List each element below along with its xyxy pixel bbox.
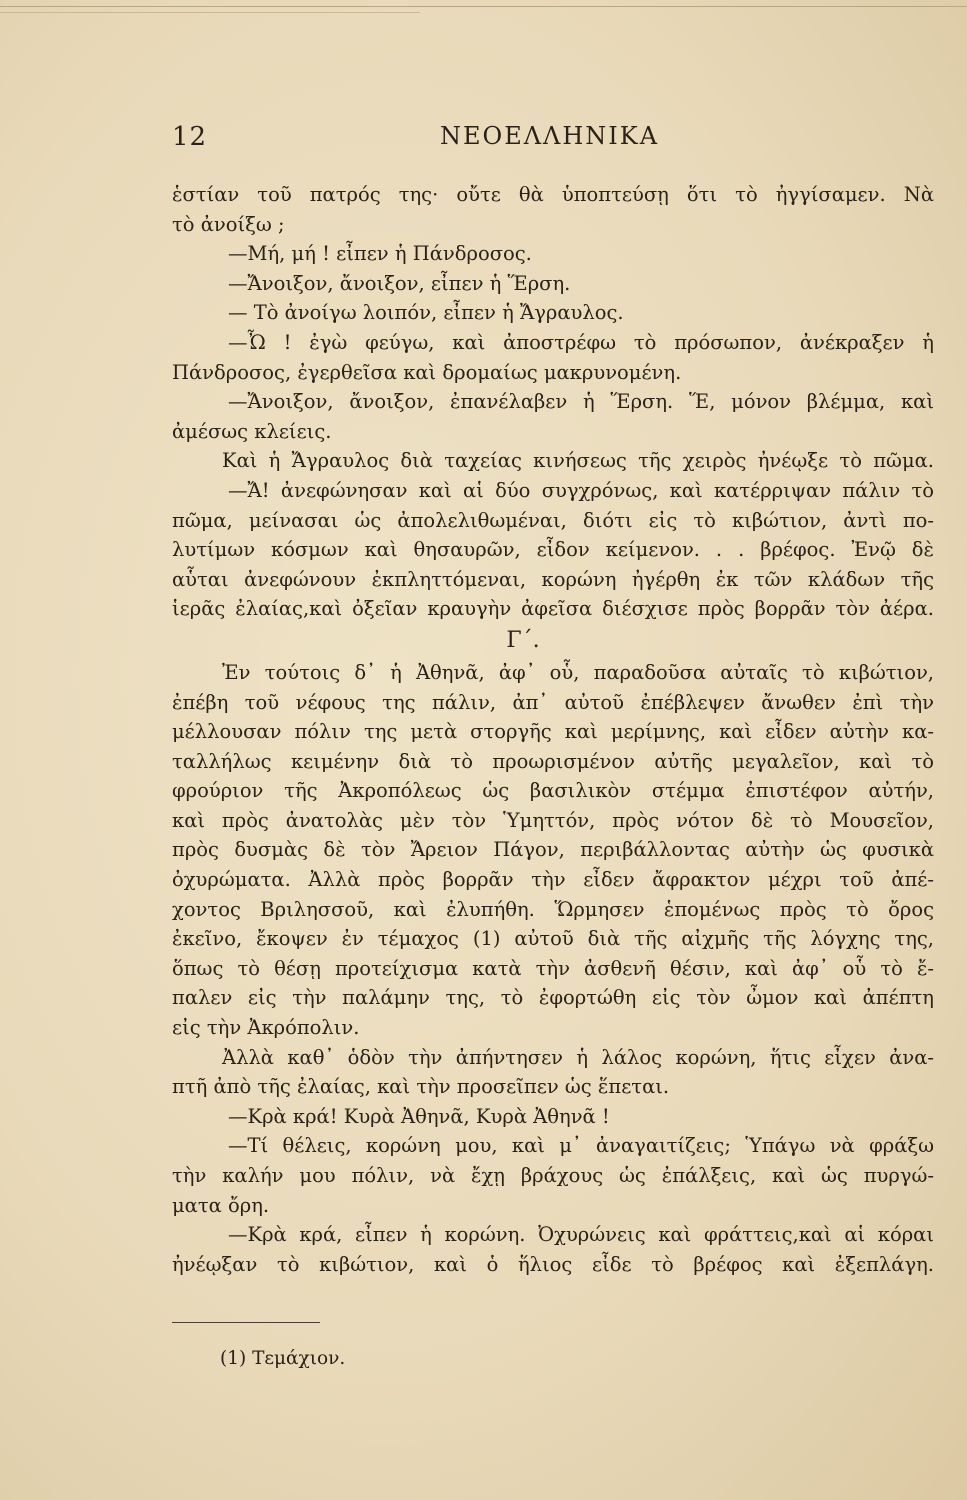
text-line: πῶμα, μείνασαι ὡς ἀπολελιθωμέναι, διότι εἰς τὸ κιβώτιον, ἀντὶ πο- bbox=[172, 508, 934, 532]
text-line: φρούριον τῆς Ἀκροπόλεως ὡς βασιλικὸν στέμμα ἐπιστέφον αὐτήν, bbox=[172, 779, 934, 803]
text-line: χοντος Βριλησσοῦ, καὶ ἐλυπήθη. Ὥρμησεν ἑπομένως πρὸς τὸ ὄρος bbox=[172, 897, 934, 921]
section-heading: Γ΄. bbox=[506, 627, 540, 653]
text-line: πτῆ ἀπὸ τῆς ἐλαίας, καὶ τὴν προσεῖπεν ὡς ἕπεται. bbox=[172, 1075, 670, 1099]
text-line: Ἐν τούτοις δ᾽ ἡ Ἀθηνᾶ, ἀφ᾽ οὗ, παραδοῦσα αὐταῖς τὸ κιβώτιον, bbox=[222, 660, 934, 684]
text-line: Ἀλλὰ καθ᾽ ὁδὸν τὴν ἀπήντησεν ἡ λάλος κορώνη, ἥτις εἶχεν ἀνα- bbox=[222, 1045, 934, 1069]
footnote-rule bbox=[172, 1322, 320, 1323]
page-number: 12 bbox=[172, 122, 208, 152]
text-line: —Ἄ! ἀνεφώνησαν καὶ αἱ δύο συγχρόνως, καὶ κατέρριψαν πάλιν τὸ bbox=[228, 478, 934, 502]
text-line: —Κρὰ κρά! Κυρὰ Ἀθηνᾶ, Κυρὰ Ἀθηνᾶ ! bbox=[228, 1104, 610, 1128]
text-line: Πάνδροσος, ἐγερθεῖσα καὶ δρομαίως μακρυνομένη. bbox=[172, 360, 682, 384]
top-edge-rule bbox=[0, 6, 967, 7]
text-line: ὀχυρώματα. Ἀλλὰ πρὸς βορρᾶν τὴν εἶδεν ἄφρακτον μέχρι τοῦ ἀπέ- bbox=[172, 868, 934, 892]
text-line: καὶ πρὸς ἀνατολὰς μὲν τὸν Ὑμηττόν, πρὸς νότον δὲ τὸ Μουσεῖον, bbox=[172, 808, 934, 832]
text-line: ἀμέσως κλείεις. bbox=[172, 419, 332, 443]
text-line: ἱερᾶς ἐλαίας,καὶ ὀξεῖαν κραυγὴν ἀφεῖσα διέσχισε πρὸς βορρᾶν τὸν ἀέρα. bbox=[172, 597, 934, 621]
text-line: πρὸς δυσμὰς δὲ τὸν Ἄρειον Πάγον, περιβάλλοντας αὐτὴν ὡς φυσικὰ bbox=[172, 838, 934, 862]
text-line: τὸ ἀνοίξω ; bbox=[172, 212, 285, 236]
text-line: τὴν καλήν μου πόλιν, νὰ ἔχῃ βράχους ὡς ἐπάλξεις, καὶ ὡς πυργώ- bbox=[172, 1164, 934, 1187]
text-line: ὅπως τὸ θέσῃ προτείχισμα κατὰ τὴν ἀσθενῆ θέσιν, καὶ ἀφ᾽ οὗ τὸ ἔ- bbox=[172, 956, 934, 980]
text-line: ἐκεῖνο, ἔκοψεν ἐν τέμαχος (1) αὐτοῦ διὰ τῆς αἰχμῆς τῆς λόγχης της, bbox=[172, 927, 934, 951]
top-edge-rule-secondary bbox=[0, 12, 420, 13]
text-line: —Κρὰ κρά, εἶπεν ἡ κορώνη. Ὀχυρώνεις καὶ φράττεις,καὶ αἱ κόραι bbox=[228, 1223, 934, 1247]
text-line: —Ἄνοιξον, ἄνοιξον, ἐπανέλαβεν ἡ Ἕρση. Ἕ, μόνον βλέμμα, καὶ bbox=[228, 390, 934, 414]
text-line: λυτίμων κόσμων καὶ θησαυρῶν, εἶδον κείμενον. . . βρέφος. Ἐνῷ δὲ bbox=[172, 538, 934, 562]
text-line: —Μή, μή ! εἶπεν ἡ Πάνδροσος. bbox=[228, 242, 532, 266]
body-text bbox=[172, 180, 934, 1279]
text-line: ματα ὄρη. bbox=[172, 1193, 270, 1217]
text-line: ταλλήλως κειμένην διὰ τὸ προωρισμένον αὐτῆς μεγαλεῖον, καὶ τὸ bbox=[172, 749, 934, 773]
text-line: — Τὸ ἀνοίγω λοιπόν, εἶπεν ἡ Ἄγραυλος. bbox=[228, 301, 624, 325]
text-line: παλεν εἰς τὴν παλάμην της, τὸ ἐφορτώθη εἰς τὸν ὦμον καὶ ἀπέπτη bbox=[172, 986, 934, 1010]
text-line: —Ὦ ! ἐγὼ φεύγω, καὶ ἀποστρέφω τὸ πρόσωπον, ἀνέκραξεν ἡ bbox=[228, 330, 934, 354]
text-line: ἑστίαν τοῦ πατρός της· οὔτε θὰ ὑποπτεύσῃ ὅτι τὸ ἠγγίσαμεν. Νὰ bbox=[172, 183, 934, 206]
text-line: εἰς τὴν Ἀκρόπολιν. bbox=[172, 1016, 360, 1040]
footnote: (1) Τεμάχιον. bbox=[220, 1348, 346, 1369]
text-line: ἐπέβη τοῦ νέφους της πάλιν, ἀπ᾽ αὐτοῦ ἐπέβλεψεν ἄνωθεν ἐπὶ τὴν bbox=[172, 690, 934, 714]
text-line: ἠνέῳξαν τὸ κιβώτιον, καὶ ὁ ἥλιος εἶδε τὸ βρέφος καὶ ἐξεπλάγη. bbox=[172, 1252, 934, 1276]
text-line: Καὶ ἡ Ἄγραυλος διὰ ταχείας κινήσεως τῆς χειρὸς ἠνέῳξε τὸ πῶμα. bbox=[222, 449, 934, 473]
text-line: —Ἄνοιξον, ἄνοιξον, εἶπεν ἡ Ἕρση. bbox=[228, 271, 571, 295]
running-title: ΝΕΟΕΛΛΗΝΙΚΑ bbox=[440, 122, 660, 150]
text-line: αὗται ἀνεφώνουν ἐκπληττόμεναι, κορώνη ἠγέρθη ἐκ τῶν κλάδων τῆς bbox=[172, 567, 934, 591]
text-line: μέλλουσαν πόλιν της μετὰ στοργῆς καὶ μερίμνης, καὶ εἶδεν αὐτὴν κα- bbox=[172, 720, 934, 744]
text-line: —Τί θέλεις, κορώνη μου, καὶ μ᾽ ἀναγαιτίζεις; Ὑπάγω νὰ φράξω bbox=[228, 1134, 934, 1158]
